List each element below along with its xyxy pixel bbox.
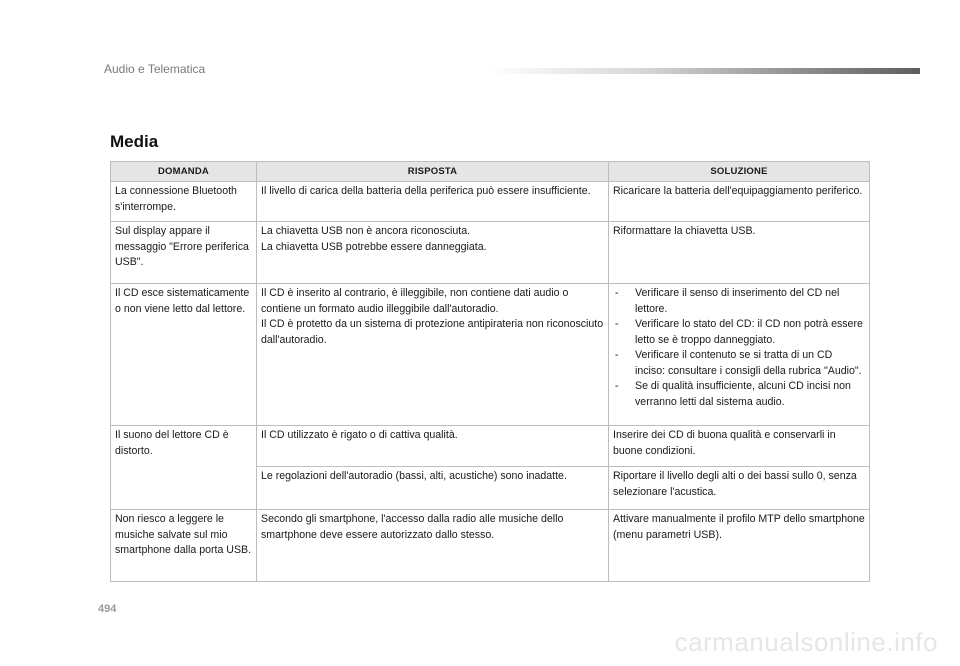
question-cell: Il suono del lettore CD è distorto.: [111, 426, 257, 510]
page-number: 494: [98, 603, 117, 615]
answer-cell: La chiavetta USB non è ancora riconosciuta. La chiavetta USB potrebbe essere danneggiata.: [257, 222, 609, 284]
solution-cell: Attivare manualmente il profilo MTP dello smartphone (menu parametri USB).: [609, 510, 870, 582]
solution-list-item: - Verificare il senso di inserimento del CD nel lettore.: [613, 286, 865, 317]
header-title: Audio e Telematica: [104, 62, 206, 76]
solution-cell: Ricaricare la batteria dell'equipaggiamento periferico.: [609, 182, 870, 222]
question-cell: La connessione Bluetooth s'interrompe.: [111, 182, 257, 222]
answer-cell: Le regolazioni dell'autoradio (bassi, alti, acustiche) sono inadatte.: [257, 467, 609, 510]
answer-cell: Il CD utilizzato è rigato o di cattiva qualità.: [257, 426, 609, 467]
question-cell: Sul display appare il messaggio "Errore periferica USB".: [111, 222, 257, 284]
column-header-answer: RISPOSTA: [257, 162, 609, 182]
answer-cell: Il CD è inserito al contrario, è illeggibile, non contiene dati audio o contiene un formato audio illeggibile dall'autoradio. Il CD è protetto da un sistema di protezione antipirateria non riconosciuto dall'autoradio.: [257, 284, 609, 426]
table-row: [111, 222, 870, 284]
watermark: carmanualsonline.info: [674, 627, 938, 657]
answer-cell: Secondo gli smartphone, l'accesso dalla radio alle musiche dello smartphone deve essere autorizzato dallo stesso.: [257, 510, 609, 582]
table-row: [111, 510, 870, 582]
solution-list-item: - Verificare il contenuto se si tratta di un CD inciso: consultare i consigli della rubrica "Audio".: [613, 348, 865, 379]
header-rule: [488, 68, 920, 74]
answer-cell: Il livello di carica della batteria della periferica può essere insufficiente.: [257, 182, 609, 222]
question-cell: Non riesco a leggere le musiche salvate sul mio smartphone dalla porta USB.: [111, 510, 257, 582]
table-row: [111, 284, 870, 426]
table-row: [111, 426, 870, 467]
troubleshooting-table: [110, 161, 870, 582]
solution-cell: Riformattare la chiavetta USB.: [609, 222, 870, 284]
column-header-question: DOMANDA: [111, 162, 257, 182]
column-header-solution: SOLUZIONE: [609, 162, 870, 182]
solution-list-item: - Verificare lo stato del CD: il CD non potrà essere letto se è troppo danneggiato.: [613, 317, 865, 348]
solution-cell: Inserire dei CD di buona qualità e conservarli in buone condizioni.: [609, 426, 870, 467]
question-cell: Il CD esce sistematicamente o non viene letto dal lettore.: [111, 284, 257, 426]
section-title: Media: [110, 132, 159, 151]
table-row: [111, 182, 870, 222]
table-header-row: [111, 162, 870, 182]
solution-list-item: - Se di qualità insufficiente, alcuni CD incisi non verranno letti dal sistema audio.: [613, 379, 865, 410]
solution-cell: [609, 284, 870, 426]
solution-list: [613, 286, 865, 410]
solution-cell: Riportare il livello degli alti o dei bassi sullo 0, senza selezionare l'acustica.: [609, 467, 870, 510]
